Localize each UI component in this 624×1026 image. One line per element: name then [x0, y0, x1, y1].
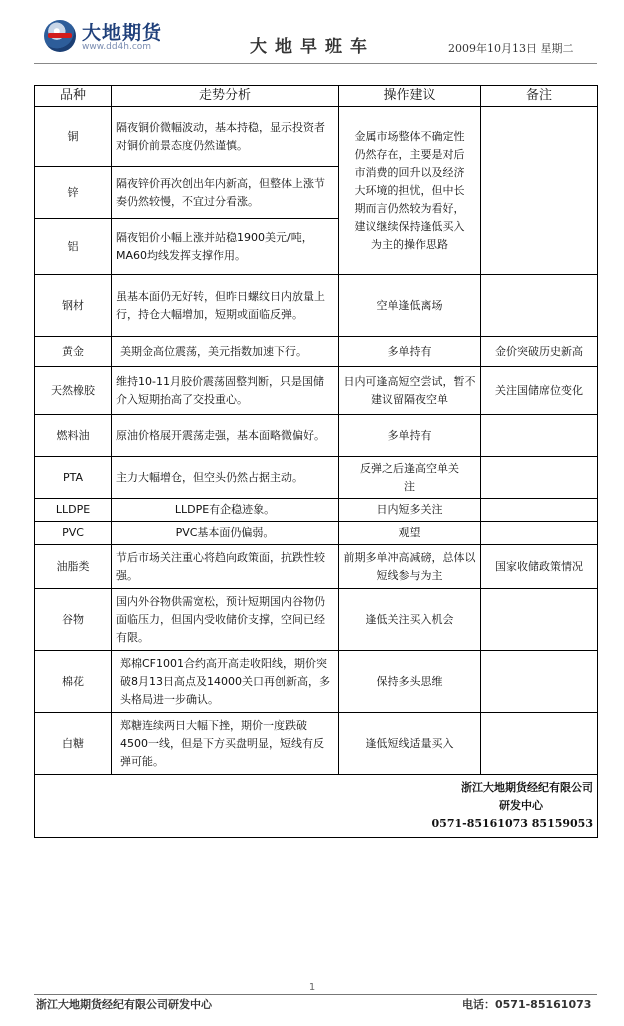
- header-analysis: 走势分析: [112, 86, 339, 107]
- analysis-cell: 美期金高位震荡，美元指数加速下行。: [112, 337, 339, 367]
- suggestion-cell: 日内短多关注: [339, 499, 481, 522]
- category-cell: 钢材: [35, 275, 112, 337]
- analysis-cell: PVC基本面仍偏弱。: [112, 522, 339, 545]
- category-cell: 燃料油: [35, 415, 112, 457]
- table-row: [35, 589, 598, 651]
- note-cell: [481, 713, 598, 775]
- page-header: [0, 0, 624, 70]
- report-date: 2009年10月13日 星期二: [448, 42, 574, 55]
- footer-phone: 0571-85161073 85159053: [431, 817, 593, 830]
- table-header-row: [35, 86, 598, 107]
- table-row: [35, 713, 598, 775]
- suggestion-cell: 前期多单冲高减磅，总体以短线参与为主: [339, 545, 481, 589]
- table-row: [35, 499, 598, 522]
- table-row: [35, 107, 598, 167]
- table-row: [35, 275, 598, 337]
- table-row: [35, 337, 598, 367]
- globe-logo-icon: [44, 20, 76, 52]
- category-cell: 黄金: [35, 337, 112, 367]
- category-cell: PVC: [35, 522, 112, 545]
- analysis-cell: 隔夜铝价小幅上涨并站稳1900美元/吨，MA60均线发挥支撑作用。: [112, 219, 339, 275]
- suggestion-cell: 多单持有: [339, 337, 481, 367]
- header-suggestion: 操作建议: [339, 86, 481, 107]
- analysis-cell: 虽基本面仍无好转，但昨日螺纹日内放量上行，持仓大幅增加，短期或面临反弹。: [112, 275, 339, 337]
- table-row: [35, 415, 598, 457]
- table-row: [35, 545, 598, 589]
- analysis-cell: LLDPE有企稳迹象。: [112, 499, 339, 522]
- analysis-cell: 国内外谷物供需宽松，预计短期国内谷物仍面临压力，但国内受收储价支撑，空间已经有限。: [112, 589, 339, 651]
- note-cell: [481, 415, 598, 457]
- page-number: 1: [308, 982, 316, 993]
- category-cell: 白糖: [35, 713, 112, 775]
- metals-suggestion-cell: 金属市场整体不确定性仍然存在，主要是对后市消费的回升以及经济大环境的担忧，但中长期而言仍然较为看好，建议继续保持逢低买入为主的操作思路: [339, 107, 481, 275]
- suggestion-cell: 观望: [339, 522, 481, 545]
- table-row: [35, 651, 598, 713]
- bottom-company: 浙江大地期货经纪有限公司研发中心: [36, 998, 212, 1011]
- analysis-cell: 隔夜铜价微幅波动，基本持稳，显示投资者对铜价前景态度仍然谨慎。: [112, 107, 339, 167]
- category-cell: 谷物: [35, 589, 112, 651]
- analysis-cell: 维持10-11月胶价震荡固整判断，只是国储介入短期抬高了交投重心。: [112, 367, 339, 415]
- note-cell: [481, 651, 598, 713]
- table-footer-row: [35, 775, 598, 838]
- table-row: [35, 522, 598, 545]
- bottom-divider: [34, 994, 597, 995]
- logo-text: 大地期货: [82, 22, 163, 44]
- footer-company: 浙江大地期货经纪有限公司: [461, 781, 593, 794]
- note-cell: 国家收储政策情况: [481, 545, 598, 589]
- suggestion-cell: 逢低关注买入机会: [339, 589, 481, 651]
- category-cell: 铜: [35, 107, 112, 167]
- analysis-cell: 主力大幅增仓，但空头仍然占据主动。: [112, 457, 339, 499]
- note-cell: [481, 107, 598, 275]
- note-cell: 金价突破历史新高: [481, 337, 598, 367]
- company-logo: [44, 18, 194, 54]
- suggestion-cell: 空单逢低离场: [339, 275, 481, 337]
- note-cell: 关注国储席位变化: [481, 367, 598, 415]
- suggestion-cell: 日内可逢高短空尝试，暂不建议留隔夜空单: [339, 367, 481, 415]
- header-category: 品种: [35, 86, 112, 107]
- analysis-cell: 隔夜锌价再次创出年内新高，但整体上涨节奏仍然较慢，不宜过分看涨。: [112, 167, 339, 219]
- company-footer: [35, 775, 598, 838]
- market-table: [34, 85, 598, 838]
- category-cell: PTA: [35, 457, 112, 499]
- note-cell: [481, 275, 598, 337]
- table-row: [35, 367, 598, 415]
- note-cell: [481, 457, 598, 499]
- analysis-cell: 郑糖连续两日大幅下挫，期价一度跌破4500一线，但是下方买盘明显，短线有反弹可能。: [112, 713, 339, 775]
- note-cell: [481, 522, 598, 545]
- header-note: 备注: [481, 86, 598, 107]
- suggestion-cell: 保持多头思维: [339, 651, 481, 713]
- analysis-cell: 节后市场关注重心将趋向政策面，抗跌性较强。: [112, 545, 339, 589]
- category-cell: 锌: [35, 167, 112, 219]
- note-cell: [481, 589, 598, 651]
- analysis-cell: 原油价格展开震荡走强，基本面略微偏好。: [112, 415, 339, 457]
- analysis-cell: 郑棉CF1001合约高开高走收阳线，期价突破8月13日高点及14000关口再创新高，多头格局进一步确认。: [112, 651, 339, 713]
- suggestion-cell: 逢低短线适量买入: [339, 713, 481, 775]
- report-title: 大地早班车: [250, 37, 375, 57]
- category-cell: 棉花: [35, 651, 112, 713]
- table-row: [35, 457, 598, 499]
- note-cell: [481, 499, 598, 522]
- category-cell: LLDPE: [35, 499, 112, 522]
- footer-dept: 研发中心: [499, 799, 543, 812]
- header-divider: [34, 63, 597, 64]
- category-cell: 铝: [35, 219, 112, 275]
- logo-url: www.dd4h.com: [82, 42, 152, 52]
- bottom-phone: 电话：0571-85161073: [462, 998, 592, 1011]
- category-cell: 天然橡胶: [35, 367, 112, 415]
- suggestion-cell: 反弹之后逢高空单关注: [339, 457, 481, 499]
- category-cell: 油脂类: [35, 545, 112, 589]
- suggestion-cell: 多单持有: [339, 415, 481, 457]
